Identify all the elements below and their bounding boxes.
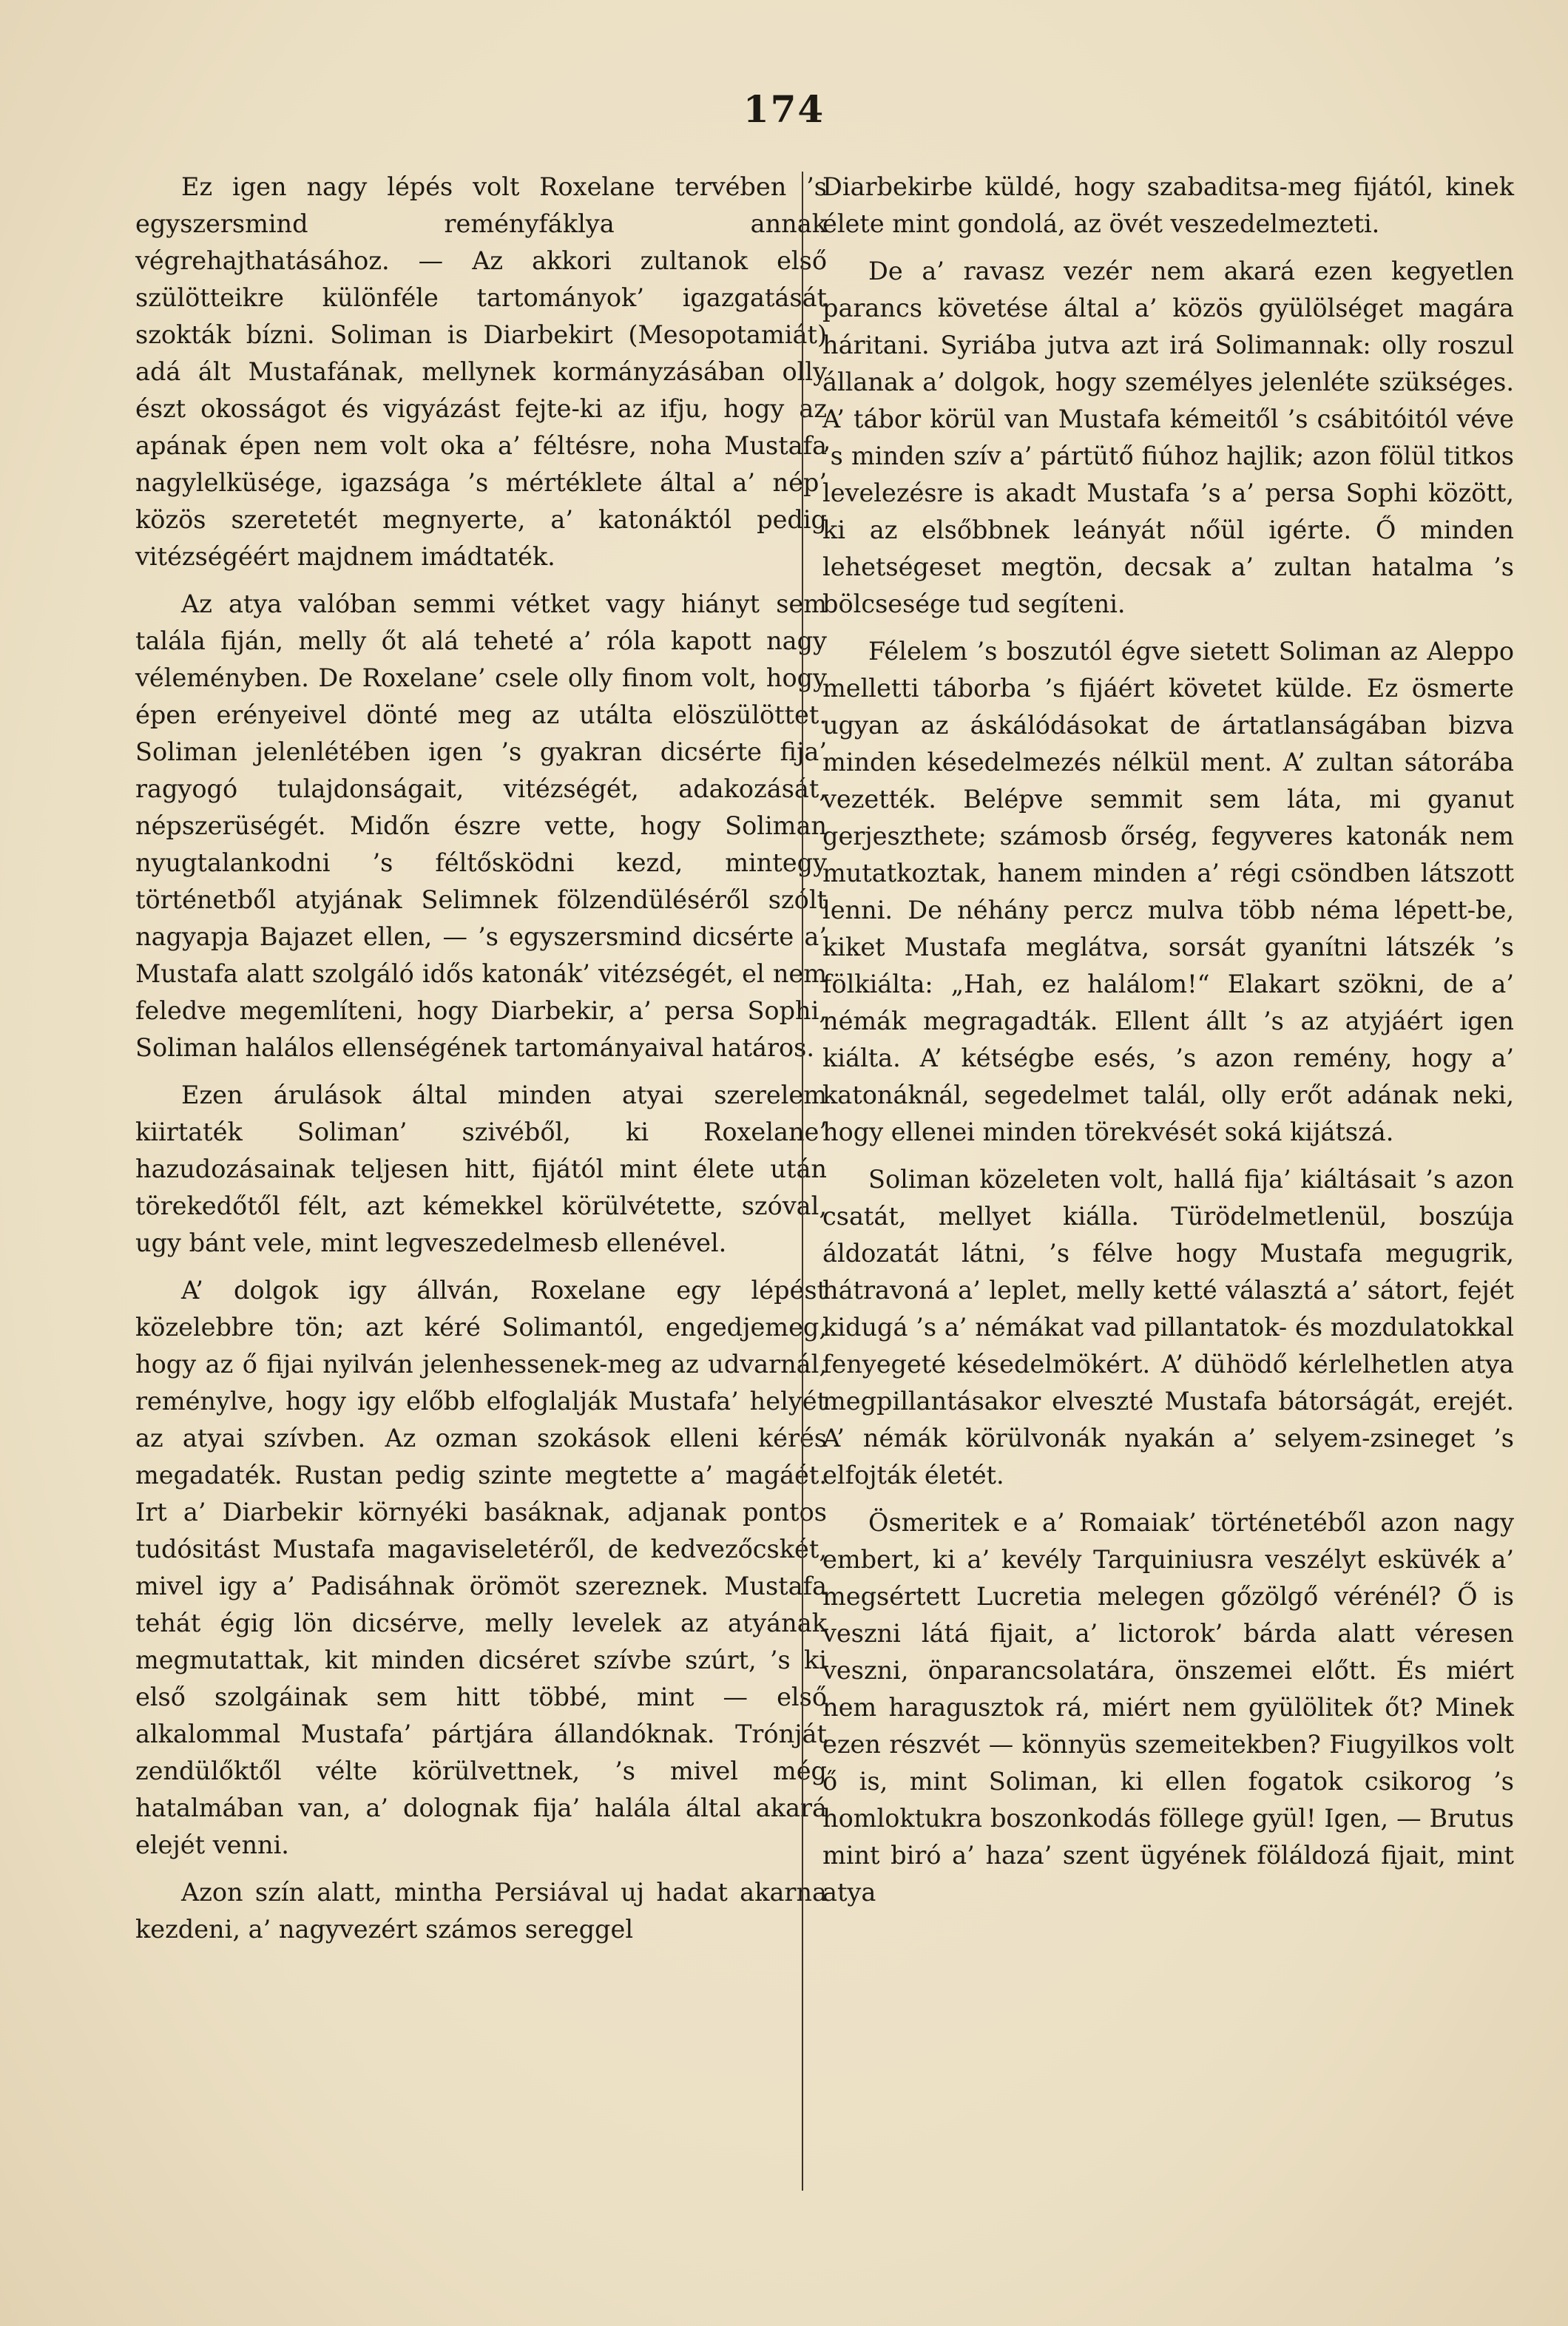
paragraph: Ösmeritek e a’ Romaiak’ történetéből azon nagy embert, ki a’ kevély Tarquiniusra veszélyt esküvék a’ megsértett Lucretia melegen gőzölgő vérénél? Ő is veszni látá fijait, a’ lictorok’ bárda alatt véresen veszni, önparancsolatára, önszemei előtt. És miért nem haragusztok rá, miért nem gyülölitek őt? Minek ezen részvét — könnyüs szemeitekben? Fiugyilkos volt ő is, mint Soliman, ki ellen fogatok csikorog ’s homloktukra boszonkodás föllege gyül! Igen, — Brutus mint biró a’ haza’ szent ügyének föláldozá fijait, mint atya [822, 1508, 1514, 1907]
paragraph: Az atya valóban semmi vétket vagy hiányt sem talála fiján, melly őt alá teheté a’ róla kapott nagy véleményben. De Roxelane’ csele olly finom volt, hogy épen erényeivel dönté meg az utálta elöszülöttet. Soliman jelenlétében igen ’s gyakran dicsérte fija’ ragyogó tulajdonságait, vitézségét, adakozását, népszerüségét. Midőn észre vette, hogy Soliman nyugtalankodni ’s féltősködni kezd, mintegy történetből atyjának Selimnek fölzendüléséről szólt nagyapja Bajazet ellen, — ’s egyszersmind dicsérte a’ Mustafa alatt szolgáló idős katonák’ vitézségét, el nem feledve megemlíteni, hogy Diarbekir, a’ persa Sophi, Soliman halálos ellenségének tartományaival határos. [135, 589, 827, 1062]
paragraph: Ez igen nagy lépés volt Roxelane tervében ’s egyszersmind reményfáklya annak végrehajthatásához. — Az akkori zultanok első szülötteikre különféle tartományok’ igazgatását szokták bízni. Soliman is Diarbekirt (Mesopotamiát) adá ált Mustafának, mellynek kormányzásában olly észt okosságot és vigyázást fejte-ki az ifju, hogy az apának épen nem volt oka a’ féltésre, noha Mustafa nagylelküsége, igazsága ’s mértéklete által a’ nép’ közös szeretetét megnyerte, a’ katonáktól pedig vitézségéért majdnem imádtaték. [135, 172, 827, 571]
paragraph: Ezen árulások által minden atyai szerelem kiirtaték Soliman’ szivéből, ki Roxelane’ hazudozásainak teljesen hitt, fijától mint élete után törekedőtől félt, azt kémekkel körülvétette, szóval, ugy bánt vele, mint legveszedelmesb ellenével. [135, 1081, 827, 1257]
paragraph: Diarbekirbe küldé, hogy szabaditsa-meg fijától, kinek élete mint gondolá, az övét veszedelmezteti. [822, 172, 1514, 238]
column-divider [802, 172, 803, 2191]
paragraph: A’ dolgok igy állván, Roxelane egy lépést közelebbre tön; azt kéré Solimantól, engedjemeg, hogy az ő fijai nyilván jelenhessenek-meg az udvarnál, reménylve, hogy igy előbb elfoglalják Mustafa’ helyét az atyai szívben. Az ozman szokások elleni kérés megadaték. Rustan pedig szinte megtette a’ magáét. Irt a’ Diarbekir környéki basáknak, adjanak pontos tudósitást Mustafa magaviseletéről, de kedvezőcskét, mivel igy a’ Padisáhnak örömöt szereznek. Mustafa tehát égig lön dicsérve, melly levelek az atyának megmutattak, kit minden dicséret szívbe szúrt, ’s ki első szolgáinak sem hitt többé, mint — első alkalommal Mustafa’ pártjára állandóknak. Trónját zendülőktől vélte körülvettnek, ’s mivel még hatalmában van, a’ dolognak fija’ halála által akará elejét venni. [135, 1276, 827, 1859]
left-column [135, 169, 827, 1958]
right-column [822, 169, 1514, 1921]
paragraph: Azon szín alatt, mintha Persiával uj hadat akarna kezdeni, a’ nagyvezért számos sereggel [135, 1878, 827, 1944]
paragraph: De a’ ravasz vezér nem akará ezen kegyetlen parancs követése által a’ közös gyülölséget magára háritani. Syriába jutva azt irá Solimannak: olly roszul állanak a’ dolgok, hogy személyes jelenléte szükséges. A’ tábor körül van Mustafa kémeitől ’s csábitóitól véve ’s minden szív a’ pártütő fiúhoz hajlik; azon fölül titkos levelezésre is akadt Mustafa ’s a’ persa Sophi között, ki az elsőbbnek leányát nőül igérte. Ő minden lehetségeset megtön, decsak a’ zultan hatalma ’s bölcsesége tud segíteni. [822, 257, 1514, 618]
paragraph: Félelem ’s boszutól égve sietett Soliman az Aleppo melletti táborba ’s fijáért követet külde. Ez ösmerte ugyan az áskálódásokat de ártatlanságában bizva minden késedelmezés nélkül ment. A’ zultan sátorába vezették. Belépve semmit sem láta, mi gyanut gerjeszthete; számosb őrség, fegyveres katonák nem mutatkoztak, hanem minden a’ régi csöndben látszott lenni. De néhány percz mulva több néma lépett-be, kiket Mustafa meglátva, sorsát gyanítni látszék ’s fölkiálta: „Hah, ez halálom!“ Elakart szökni, de a’ némák megragadták. Ellent állt ’s az atyjáért igen kiálta. A’ kétségbe esés, ’s azon remény, hogy a’ katonáknál, segedelmet talál, olly erőt adának neki, hogy ellenei minden törekvését soká kijátszá. [822, 637, 1514, 1146]
page-number: 174 [743, 87, 825, 131]
paragraph: Soliman közeleten volt, hallá fija’ kiáltásait ’s azon csatát, mellyet kiálla. Türödelmetlenül, boszúja áldozatát látni, ’s félve hogy Mustafa megugrik, hátravoná a’ leplet, melly ketté választá a’ sátort, fejét kidugá ’s a’ némákat vad pillantatok- és mozdulatokkal fenyegeté késedelmökért. A’ dühödő kérlelhetlen atya megpillantásakor elveszté Mustafa bátorságát, erejét. A’ némák körülvonák nyakán a’ selyem-zsineget ’s elfojták életét. [822, 1165, 1514, 1490]
